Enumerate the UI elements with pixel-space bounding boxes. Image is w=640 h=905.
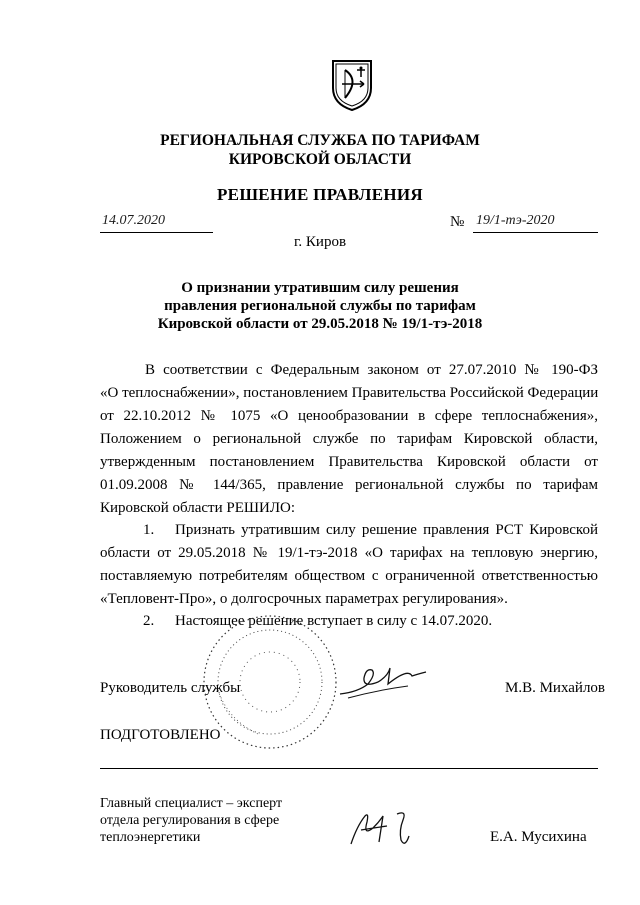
preamble-line: от 22.10.2012 № 1075 «О ценообразовании в сфере теплоснабжения», <box>100 408 598 424</box>
preparer-position-line3: теплоэнергетики <box>100 830 201 845</box>
org-name-line1: РЕГИОНАЛЬНАЯ СЛУЖБА ПО ТАРИФАМ <box>160 132 480 149</box>
preparer-name: Е.А. Мусихина <box>490 829 587 845</box>
preamble-line: В соответствии с Федеральным законом от 27.07.2010 № 190-ФЗ <box>145 362 598 378</box>
item1-number: 1. <box>143 522 155 538</box>
item1-line: Признать утратившим силу решение правления РСТ Кировской <box>175 522 598 538</box>
item1-line: области от 29.05.2018 № 19/1-тэ-2018 «О тарифах на тепловую энергию, <box>100 545 598 561</box>
subject-line1: О признании утратившим силу решения <box>181 280 459 296</box>
document-type: РЕШЕНИЕ ПРАВЛЕНИЯ <box>217 185 423 204</box>
document-number: 19/1-тэ-2020 <box>476 213 555 228</box>
document-date: 14.07.2020 <box>102 213 165 228</box>
preparer-position-line2: отдела регулирования в сфере <box>100 813 280 828</box>
number-underline <box>473 232 598 233</box>
preamble-line: «О теплоснабжении», постановлением Правительства Российской Федерации <box>100 385 599 401</box>
prepared-label: ПОДГОТОВЛЕНО <box>100 727 221 743</box>
preamble-line: утвержденным постановлением Правительства Кировской области от <box>100 454 598 470</box>
org-name-line2: КИРОВСКОЙ ОБЛАСТИ <box>228 151 412 168</box>
item2-text: Настоящее решение вступает в силу с 14.07.2020. <box>175 613 493 629</box>
separator-line <box>100 768 598 769</box>
preparer-position-line1: Главный специалист – эксперт <box>100 796 283 811</box>
preparer-signature <box>343 806 433 851</box>
item1-line: поставляемую потребителям обществом с ограниченной ответственностью <box>100 568 598 584</box>
subject-line2: правления региональной службы по тарифам <box>164 298 476 314</box>
coat-of-arms-emblem <box>330 58 374 112</box>
item2-number: 2. <box>143 613 155 629</box>
preamble-line: Кировской области РЕШИЛО: <box>100 500 296 516</box>
city: г. Киров <box>293 234 347 250</box>
date-underline <box>100 232 213 233</box>
signatory-title: Руководитель службы <box>100 680 241 696</box>
subject-line3: Кировской области от 29.05.2018 № 19/1-тэ-2018 <box>157 316 483 332</box>
number-sign: № <box>450 214 465 230</box>
signatory-name: М.В. Михайлов <box>505 680 606 696</box>
preamble-line: 01.09.2008 № 144/365, правление региональной службы по тарифам <box>100 477 598 493</box>
item1-line: «Тепловент-Про», о долгосрочных параметрах регулирования». <box>100 591 508 607</box>
preamble-line: Положением о региональной службе по тарифам Кировской области, <box>100 431 598 447</box>
head-signature <box>338 662 428 702</box>
